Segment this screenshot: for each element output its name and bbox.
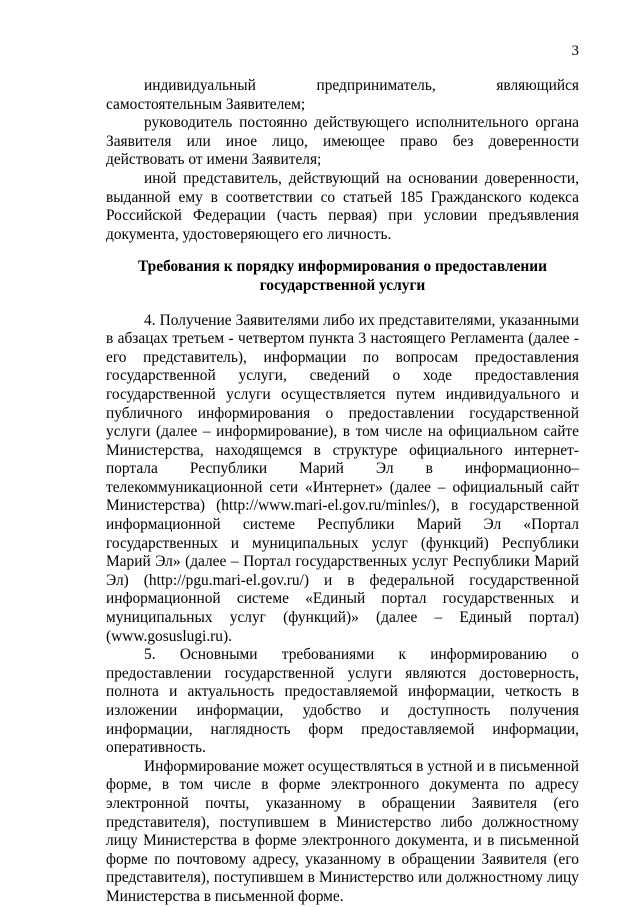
paragraph-informing-forms: Информирование может осуществляться в устной и в письменной форме, в том числе в форме электронного документа по адресу электронной почты, указанному в обращении Заявителя (его представителя), поступившем в Министерство либо должностному лицу Министерства в форме электронного документа, и в письменной форме по почтовому адресу, указанному в обращении Заявителя (его представителя), поступившем в Министерство или должностному лицу Министерства в письменной форме. [106, 757, 580, 905]
paragraph-clause-5: 5. Основными требованиями к информированию о предоставлении государственной услуги являются достоверность, полнота и актуальность предоставляемой информации, четкость в изложении информации, удобство и доступность получения информации, наглядность форм предоставляемой информации, оперативность. [106, 646, 579, 757]
paragraph-clause-4: 4. Получение Заявителями либо их представителями, указанными в абзацах третьем - четвертом пункта 3 настоящего Регламента (далее - его представитель), информации по вопросам предоставления государственной услуги, сведений о ходе предоставления государственной услуги осуществляется путем индивидуального и публичного информирования о предоставлении государственной услуги (далее – информирование), в том числе на официальном сайте Министерства, находящемся в структуре официального интернет-портала Республики Марий Эл в информационно–телекоммуникационной сети «Интернет» (далее – официальный сайт Министерства) (http://www.mari-el.gov.ru/minles/), в государственной информационной системе Республики Марий Эл «Портал государственных и муниципальных услуг (функций) Республики Марий Эл» (далее – Портал государственных услуг Республики Марий Эл) (http://pgu.mari-el.gov.ru/) и в федеральной государственной информационной системе «Единый портал государственных и муниципальных услуг (функций)» (далее – Единый портал) (www.gosuslugi.ru). [106, 311, 579, 645]
page-number: 3 [571, 43, 579, 59]
section-heading-line-2: государственной услуги [259, 276, 426, 294]
document-body [106, 77, 579, 907]
section-heading-line-1: Требования к порядку информирования о предоставлении [137, 258, 547, 276]
paragraph-individual-entrepreneur: индивидуальный предприниматель, являющийся самостоятельным Заявителем; [106, 77, 579, 113]
paragraph-other-representative: иной представитель, действующий на основании доверенности, выданной ему в соответствии со статьей 185 Гражданского кодекса Российской Федерации (часть первая) при условии предъявления документа, удостоверяющего его личность. [106, 169, 579, 243]
paragraph-executive-head: руководитель постоянно действующего исполнительного органа Заявителя или иное лицо, имеющее право без доверенности действовать от имени Заявителя; [106, 114, 579, 169]
section-heading [106, 258, 579, 295]
